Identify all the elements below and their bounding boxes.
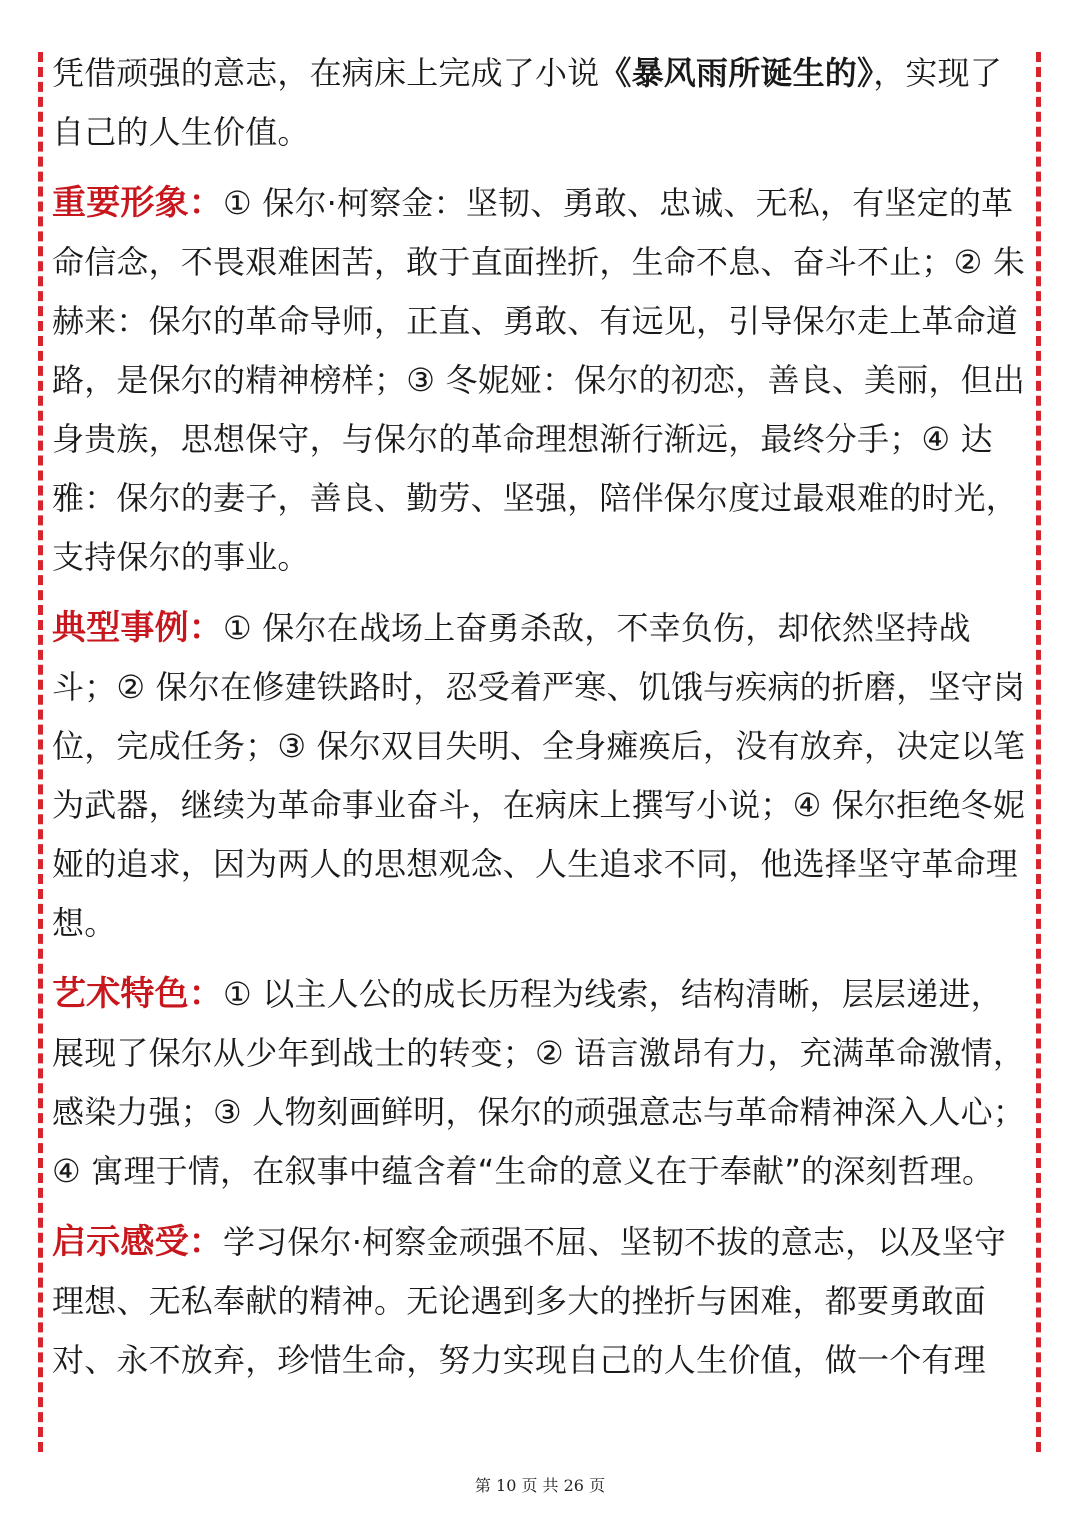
- right-dashed-border: [1036, 52, 1041, 1452]
- intro-text-1: 凭借顽强的意志，在病床上完成了小说: [52, 54, 600, 92]
- book-title: 《暴风雨所诞生的》: [599, 54, 874, 92]
- page-content: [52, 44, 1032, 1454]
- section-typical-examples: [52, 599, 1032, 953]
- section-key-characters: [52, 174, 1032, 587]
- page-number-footer: 第 10 页 共 26 页: [474, 1476, 606, 1495]
- left-dashed-border: [38, 52, 43, 1452]
- section-text: ① 以主人公的成长历程为线索，结构清晰，层层递进，展现了保尔从少年到战士的转变；② 语言激昂有力，充满革命激情，感染力强；③ 人物刻画鲜明，保尔的顽强意志与革命精神深入人心；④ 寓理于情，在叙事中蕴含着“生命的意义在于奉献”的深刻哲理。: [52, 975, 1026, 1190]
- section-text: ① 保尔·柯察金：坚韧、勇敢、忠诚、无私，有坚定的革命信念，不畏艰难困苦，敢于直面挫折，生命不息、奋斗不止；② 朱赫来：保尔的革命导师，正直、勇敢、有远见，引导保尔走上革命道路，是保尔的精神榜样；③ 冬妮娅：保尔的初恋，善良、美丽，但出身贵族，思想保守，与保尔的革命理想渐行渐远，最终分手；④ 达雅：保尔的妻子，善良、勤劳、坚强，陪伴保尔度过最艰难的时光，支持保尔的事业。: [52, 184, 1026, 576]
- section-text: 学习保尔·柯察金顽强不屈、坚韧不拔的意志，以及坚守理想、无私奉献的精神。无论遇到多大的挫折与困难，都要勇敢面对、永不放弃，珍惜生命，努力实现自己的人生价值，做一个有理: [52, 1223, 1007, 1379]
- section-label: 典型事例：: [52, 608, 223, 648]
- intro-text-2: ，实现了自己的人生价值。: [52, 54, 1003, 151]
- section-artistic-features: [52, 965, 1032, 1201]
- section-label: 启示感受：: [52, 1222, 223, 1262]
- section-label: 重要形象：: [52, 183, 223, 223]
- intro-paragraph: [52, 44, 1032, 162]
- section-insights: [52, 1213, 1032, 1390]
- section-text: ① 保尔在战场上奋勇杀敌，不幸负伤，却依然坚持战斗；② 保尔在修建铁路时，忍受着严寒、饥饿与疾病的折磨，坚守岗位，完成任务；③ 保尔双目失明、全身瘫痪后，没有放弃，决定以笔为武器，继续为革命事业奋斗，在病床上撰写小说；④ 保尔拒绝冬妮娅的追求，因为两人的思想观念、人生追求不同，他选择坚守革命理想。: [52, 609, 1026, 942]
- section-label: 艺术特色：: [52, 974, 223, 1014]
